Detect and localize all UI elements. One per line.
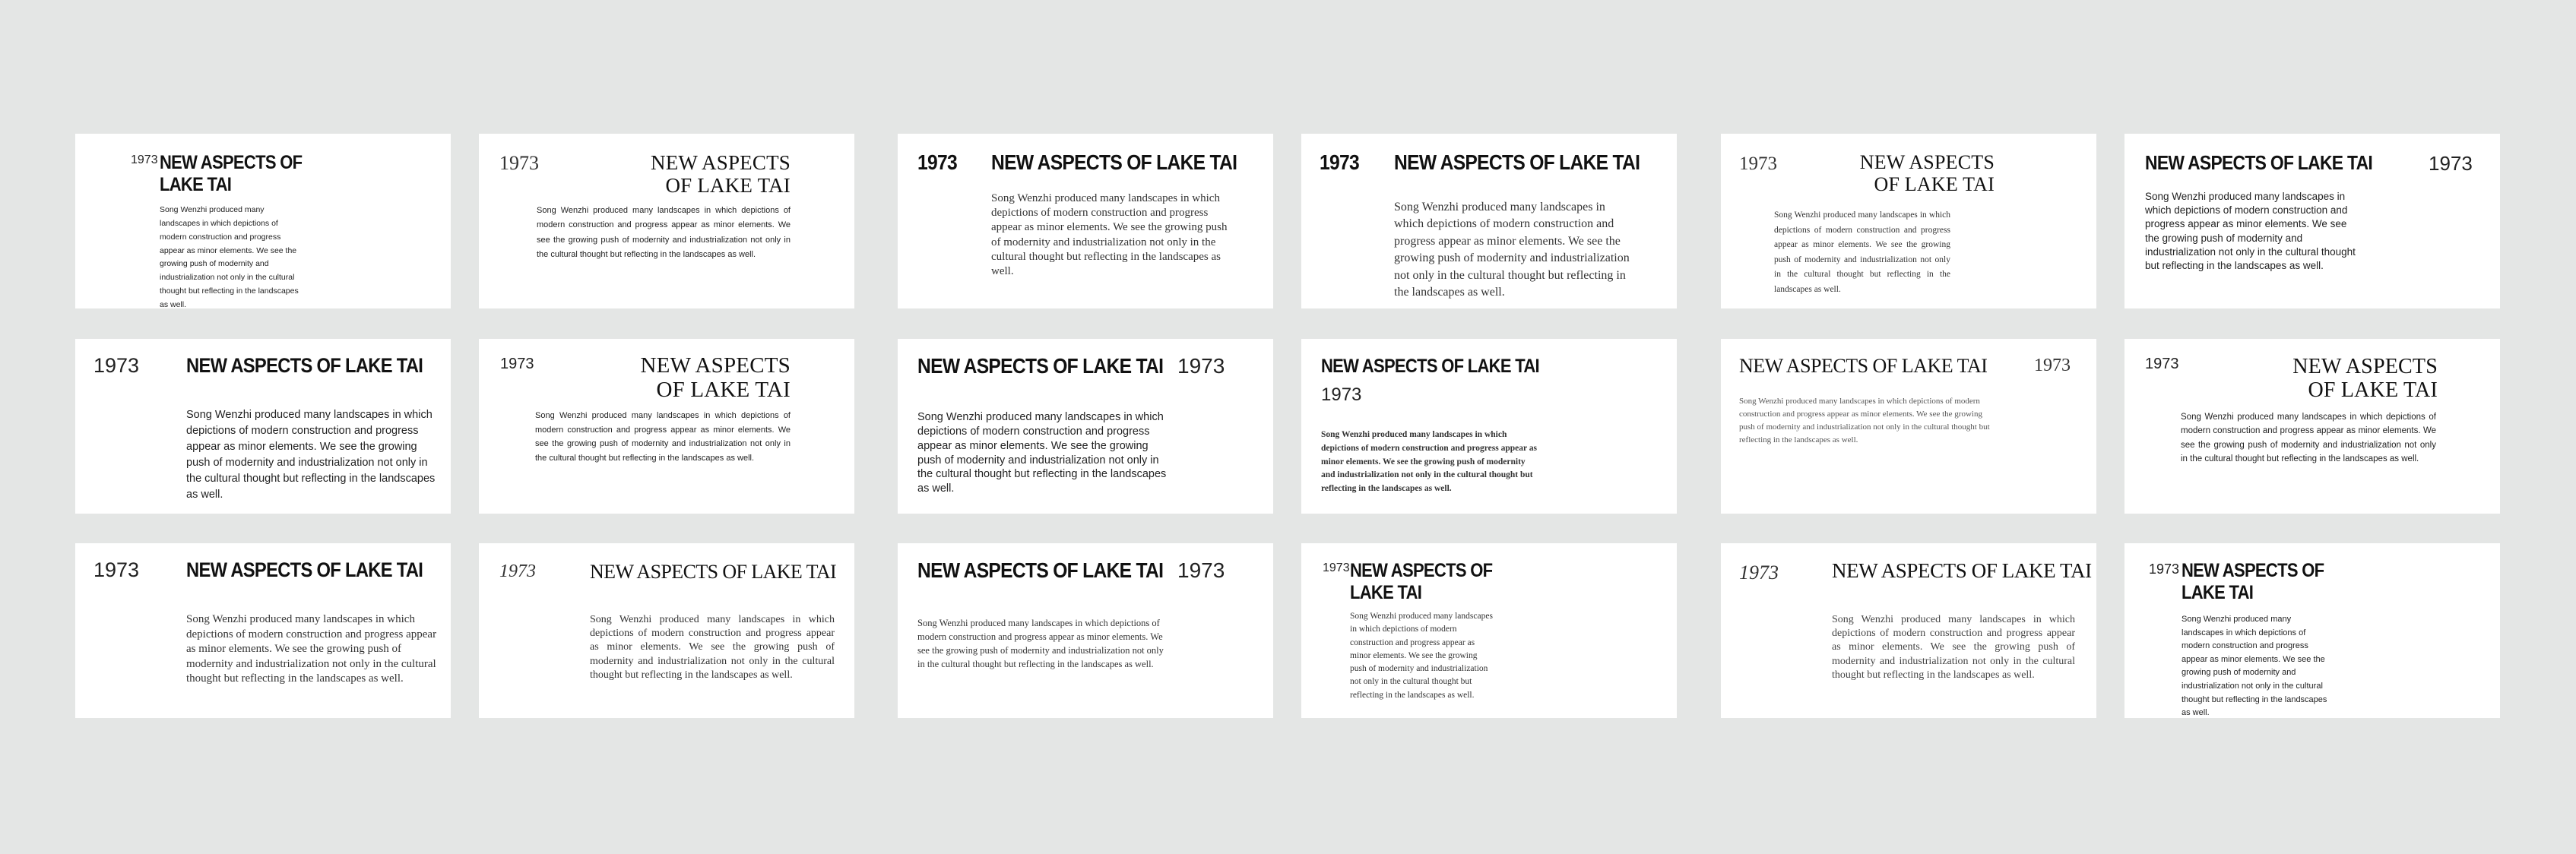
slide-year: 1973 bbox=[499, 561, 536, 581]
slide-body: Song Wenzhi produced many landscapes in which depictions of modern construction and progress appear as minor elements. We see the growing push of modernity and industrialization not only in the cultural thought but reflecting in the landscapes as well. bbox=[1350, 612, 1493, 700]
slide-title: NEW ASPECTS OF LAKE TAI bbox=[2145, 151, 2373, 174]
slide-layout-5[interactable] bbox=[1721, 134, 2096, 308]
slide-layout-12[interactable] bbox=[2124, 339, 2500, 514]
slide-title-line: NEW ASPECTS OF bbox=[2182, 560, 2324, 581]
slide-title bbox=[1350, 560, 1517, 604]
slide-title-line: OF LAKE TAI bbox=[656, 377, 791, 402]
slide-year: 1973 bbox=[131, 153, 158, 166]
slide-body: Song Wenzhi produced many landscapes in which depictions of modern construction and progress appear as minor elements. We see the growing push of modernity and industrialization not only in the cultural thought but reflecting in the landscapes as well. bbox=[186, 409, 436, 501]
slide-layout-13[interactable] bbox=[75, 543, 451, 718]
slide-layout-14[interactable] bbox=[479, 543, 854, 718]
slide-layout-6[interactable] bbox=[2124, 134, 2500, 308]
slide-layout-9[interactable] bbox=[898, 339, 1273, 514]
slide-layout-7[interactable] bbox=[75, 339, 451, 514]
slide-year: 1973 bbox=[93, 354, 140, 377]
slide-body: Song Wenzhi produced many landscapes in which depictions of modern construction and progress appear as minor elements. We see the growing push of modernity and industrialization not only in the cultural thought but reflecting in the landscapes as well. bbox=[1832, 614, 2075, 681]
slide-title bbox=[160, 152, 313, 196]
slide-title-line: NEW ASPECTS OF bbox=[1350, 560, 1493, 581]
slide-year: 1973 bbox=[1177, 558, 1225, 582]
slide-title-line: OF LAKE TAI bbox=[1874, 172, 1995, 195]
slide-title-line: LAKE TAI bbox=[160, 173, 232, 195]
slide-title: NEW ASPECTS OF LAKE TAI bbox=[590, 561, 837, 583]
slide-title-line: NEW ASPECTS bbox=[651, 151, 791, 174]
slide-title bbox=[2261, 356, 2438, 403]
slide-title: NEW ASPECTS OF LAKE TAI bbox=[186, 558, 423, 581]
slide-body: Song Wenzhi produced many landscapes in which depictions of modern construction and progress appear as minor elements. We see the growing push of modernity and industrialization not only in the cultural thought but reflecting in the landscapes as well. bbox=[1774, 210, 1950, 294]
slide-body: Song Wenzhi produced many landscapes in which depictions of modern construction and progress appear as minor elements. We see the growing push of modernity and industrialization not only in the cultural thought but reflecting in the landscapes as well. bbox=[1394, 201, 1630, 299]
slide-year: 1973 bbox=[2034, 356, 2071, 375]
slide-year: 1973 bbox=[1323, 561, 1350, 574]
slide-title bbox=[631, 152, 791, 197]
slide-title: NEW ASPECTS OF LAKE TAI bbox=[186, 354, 423, 377]
slide-body: Song Wenzhi produced many landscapes in which depictions of modern construction and progress appear as minor elements. We see the growing push of modernity and industrialization not only in the cultural thought but reflecting in the landscapes as well. bbox=[1321, 430, 1538, 494]
slide-body: Song Wenzhi produced many landscapes in which depictions of modern construction and progress appear as minor elements. We see the growing push of modernity and industrialization not only in the cultural thought but reflecting in the landscapes as well. bbox=[186, 613, 437, 685]
slide-body: Song Wenzhi produced many landscapes in which depictions of modern construction and progress appear as minor elements. We see the growing push of modernity and industrialization not only in the cultural thought but reflecting in the landscapes as well. bbox=[2145, 191, 2356, 272]
slide-layout-1[interactable] bbox=[75, 134, 451, 308]
slide-body: Song Wenzhi produced many landscapes in which depictions of modern construction and progress appear as minor elements. We see the growing push of modernity and industrialization not only in the cultural thought but reflecting in the landscapes as well. bbox=[535, 411, 791, 463]
slide-body: Song Wenzhi produced many landscapes in which depictions of modern construction and progress appear as minor elements. We see the growing push of modernity and industrialization not only in the cultural thought but reflecting in the landscapes as well. bbox=[917, 618, 1164, 670]
slide-title bbox=[2182, 560, 2349, 604]
slide-title: NEW ASPECTS OF LAKE TAI bbox=[917, 354, 1164, 378]
slide-body: Song Wenzhi produced many landscapes in which depictions of modern construction and progress appear as minor elements. We see the growing push of modernity and industrialization not only in the cultural thought but reflecting in the landscapes as well. bbox=[160, 205, 299, 308]
slide-year: 1973 bbox=[500, 356, 534, 372]
slide-body: Song Wenzhi produced many landscapes in which depictions of modern construction and progress appear as minor elements. We see the growing push of modernity and industrialization not only in the cultural thought but reflecting in the landscapes as well. bbox=[1739, 397, 1990, 445]
slide-year: 1973 bbox=[2429, 152, 2473, 175]
slide-year: 1973 bbox=[1177, 354, 1225, 378]
slide-layout-2[interactable] bbox=[479, 134, 854, 308]
slide-title: NEW ASPECTS OF LAKE TAI bbox=[1832, 559, 2092, 582]
slide-year: 1973 bbox=[499, 152, 539, 174]
slide-title-line: OF LAKE TAI bbox=[2308, 378, 2438, 402]
slide-year: 1973 bbox=[93, 558, 140, 581]
slide-layout-11[interactable] bbox=[1721, 339, 2096, 514]
slide-title-line: LAKE TAI bbox=[1350, 581, 1422, 603]
slide-body: Song Wenzhi produced many landscapes in which depictions of modern construction and progress appear as minor elements. We see the growing push of modernity and industrialization not only in the cultural thought but reflecting in the landscapes as well. bbox=[537, 206, 791, 259]
slide-layout-15[interactable] bbox=[898, 543, 1273, 718]
slide-layout-10[interactable] bbox=[1301, 339, 1677, 514]
slide-title: NEW ASPECTS OF LAKE TAI bbox=[917, 558, 1164, 582]
slide-layout-16[interactable] bbox=[1301, 543, 1677, 718]
slide-title bbox=[1842, 152, 1995, 195]
slide-layout-18[interactable] bbox=[2124, 543, 2500, 718]
slide-body: Song Wenzhi produced many landscapes in which depictions of modern construction and progress appear as minor elements. We see the growing push of modernity and industrialization not only in the cultural thought but reflecting in the landscapes as well. bbox=[917, 411, 1167, 495]
slide-title-line: NEW ASPECTS bbox=[640, 353, 791, 378]
slide-year: 1973 bbox=[1739, 153, 1777, 174]
slide-title-line: LAKE TAI bbox=[2182, 581, 2254, 603]
slide-layout-8[interactable] bbox=[479, 339, 854, 514]
slide-layout-3[interactable] bbox=[898, 134, 1273, 308]
slide-year: 1973 bbox=[917, 150, 958, 174]
slide-body: Song Wenzhi produced many landscapes in which depictions of modern construction and progress appear as minor elements. We see the growing push of modernity and industrialization not only in the cultural thought but reflecting in the landscapes as well. bbox=[590, 614, 835, 681]
slide-title-line: NEW ASPECTS OF bbox=[160, 152, 303, 173]
slide-year: 1973 bbox=[1321, 384, 1362, 405]
slide-title: NEW ASPECTS OF LAKE TAI bbox=[991, 150, 1237, 174]
slide-title-line: OF LAKE TAI bbox=[665, 173, 791, 197]
slide-year: 1973 bbox=[1320, 150, 1360, 174]
slide-title-line: NEW ASPECTS bbox=[2292, 355, 2438, 378]
slide-year: 1973 bbox=[2149, 561, 2180, 577]
slide-body: Song Wenzhi produced many landscapes in which depictions of modern construction and progress appear as minor elements. We see the growing push of modernity and industrialization not only in the cultural thought but reflecting in the landscapes as well. bbox=[2182, 615, 2327, 718]
slide-title: NEW ASPECTS OF LAKE TAI bbox=[1394, 150, 1640, 174]
slide-year: 1973 bbox=[2145, 356, 2179, 372]
slide-layout-17[interactable] bbox=[1721, 543, 2096, 718]
slide-title-line: NEW ASPECTS bbox=[1859, 151, 1995, 173]
slide-body: Song Wenzhi produced many landscapes in which depictions of modern construction and progress appear as minor elements. We see the growing push of modernity and industrialization not only in the cultural thought but reflecting in the landscapes as well. bbox=[991, 192, 1228, 277]
slide-layout-4[interactable] bbox=[1301, 134, 1677, 308]
slide-year: 1973 bbox=[1739, 561, 1779, 584]
slide-title: NEW ASPECTS OF LAKE TAI bbox=[1739, 355, 1988, 377]
slide-title bbox=[608, 354, 791, 403]
slide-body: Song Wenzhi produced many landscapes in which depictions of modern construction and progress appear as minor elements. We see the growing push of modernity and industrialization not only in the cultural thought but reflecting in the landscapes as well. bbox=[2181, 413, 2436, 464]
slide-title: NEW ASPECTS OF LAKE TAI bbox=[1321, 356, 1539, 377]
